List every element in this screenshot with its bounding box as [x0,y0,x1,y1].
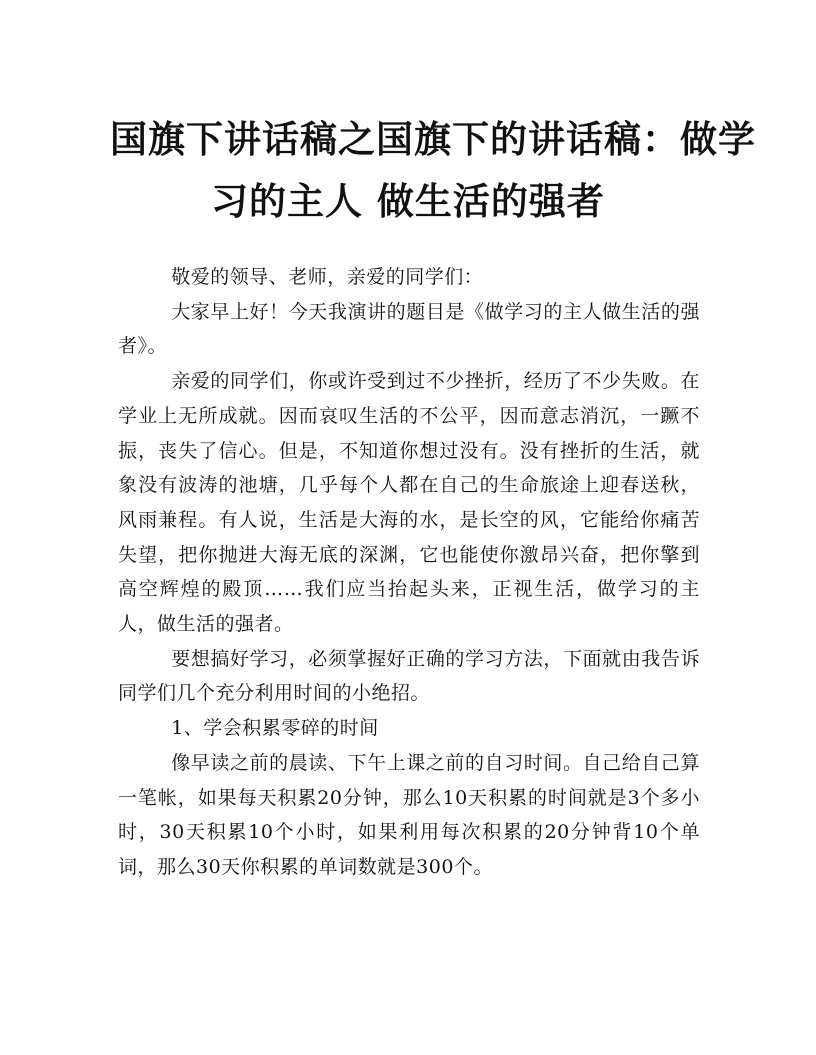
greeting-paragraph: 大家早上好！今天我演讲的题目是《做学习的主人做生活的强者》。 [118,300,700,358]
body-paragraph: 要想搞好学习，必须掌握好正确的学习方法，下面就由我告诉同学们几个充分利用时间的小绝招。 [118,647,700,705]
body-paragraph: 亲爱的同学们，你或许受到过不少挫折，经历了不少失败。在学业上无所成就。因而哀叹生活的不公平，因而意志消沉，一蹶不振，丧失了信心。但是，不知道你想过没有。没有挫折的生活，就象没有波涛的池塘，几乎每个人都在自己的生命旅途上迎春送秋，风雨兼程。有人说，生活是大海的水，是长空的风，它能给你痛苦失望，把你抛进大海无底的深渊，它也能使你激昂兴奋，把你擎到高空辉煌的殿顶……我们应当抬起头来，正视生活，做学习的主人，做生活的强者。 [118,370,700,636]
title-line-1: 国旗下讲话稿之国旗下的讲话稿：做学 [110,117,756,161]
body-paragraph: 像早读之前的晨读、下午上课之前的自习时间。自己给自己算一笔帐，如果每天积累20分钟，那么10天积累的时间就是3个多小时，30天积累10个小时，如果利用每次积累的20分钟背10个单词，那么30天你积累的单词数就是300个。 [118,751,700,878]
title-line-2: 习的主人 做生活的强者 [211,179,605,223]
document-body [118,260,700,885]
section-heading: 1、学会积累零碎的时间 [171,717,379,740]
document-title [110,108,756,232]
salutation-paragraph: 敬爱的领导、老师，亲爱的同学们： [171,266,484,288]
